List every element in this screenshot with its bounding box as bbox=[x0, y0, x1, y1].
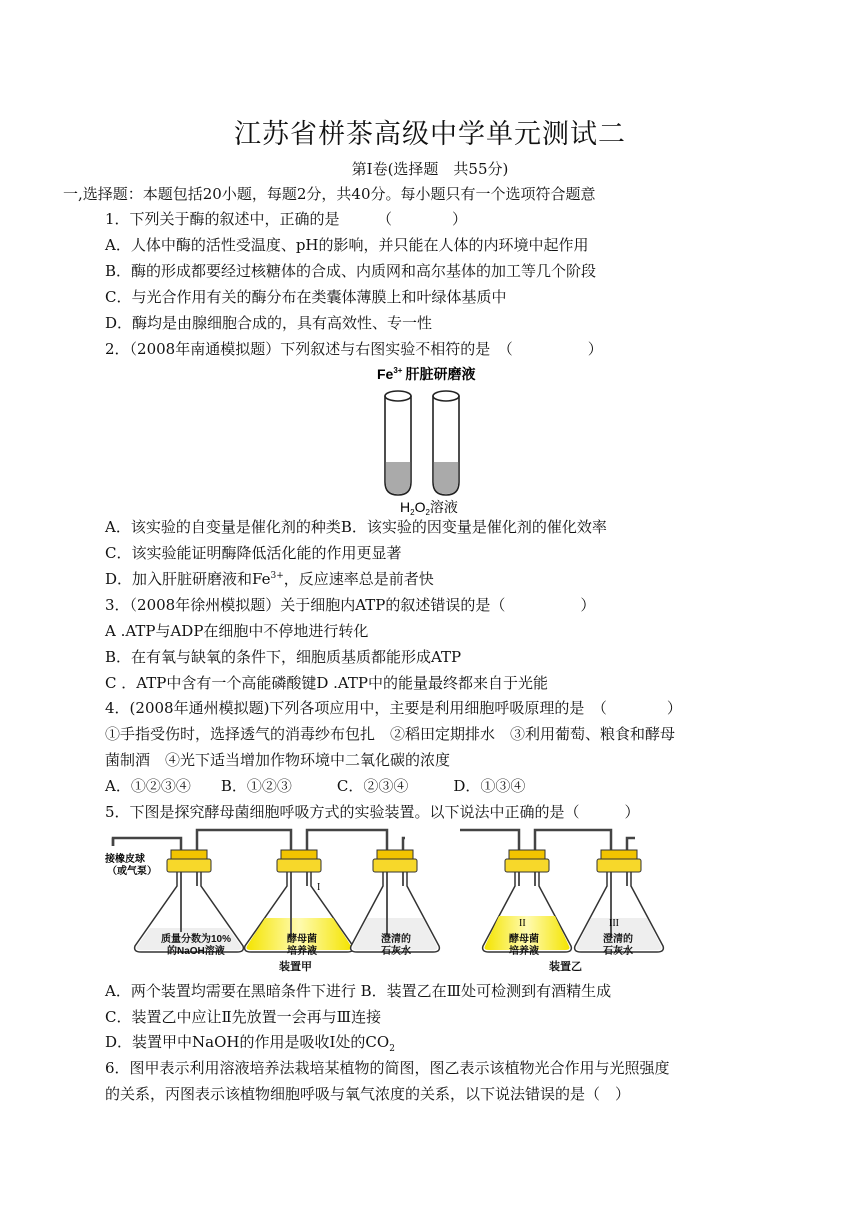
fig-fe-label: Fe bbox=[377, 366, 394, 382]
test-tube-right bbox=[433, 391, 459, 495]
q6-line2: 的关系，丙图表示该植物细胞呼吸与氧气浓度的关系，以下说法错误的是（ ） bbox=[105, 1085, 631, 1103]
pump-label-1: 接橡皮球 bbox=[105, 854, 145, 865]
flask2-label-2: 培养液 bbox=[287, 946, 317, 957]
flask5-label-1: 澄清的 bbox=[603, 934, 633, 945]
flask3-label-2: 石灰水 bbox=[381, 946, 411, 957]
q3-stem: 3．（2008年徐州模拟题）关于细胞内ATP的叙述错误的是（ ） bbox=[105, 596, 596, 614]
q1-option-b: B．酶的形成都要经过核糖体的合成、内质网和高尔基体的加工等几个阶段 bbox=[105, 262, 597, 280]
fig-h-sub: 2 bbox=[410, 508, 415, 517]
q2-stem: 2．（2008年南通模拟题）下列叙述与右图实验不相符的是 （ ） bbox=[105, 340, 603, 358]
q5-option-c: C．装置乙中应让Ⅱ先放置一会再与Ⅲ连接 bbox=[105, 1008, 382, 1026]
q6-line1: 6．图甲表示利用溶液培养法栽培某植物的简图，图乙表示该植物光合作用与光照强度 bbox=[105, 1059, 670, 1077]
roman-ii: II bbox=[519, 918, 526, 929]
q3-option-b: B．在有氧与缺氧的条件下，细胞质基质都能形成ATP bbox=[105, 648, 462, 666]
roman-i: I bbox=[317, 882, 321, 893]
q4-line2: 菌制酒 ④光下适当增加作物环境中二氧化碳的浓度 bbox=[105, 751, 451, 769]
fig-h-label: H bbox=[400, 499, 411, 515]
roman-iii: III bbox=[609, 918, 619, 929]
q4-line1: ①手指受伤时，选择透气的消毒纱布包扎 ②稻田定期排水 ③利用葡萄、粮食和酵母 bbox=[105, 725, 676, 743]
apparatus-b-label: 装置乙 bbox=[549, 961, 582, 973]
q1-option-d: D．酶均是由腺细胞合成的，具有高效性、专一性 bbox=[105, 314, 433, 332]
flask1-label-2: 的NaOH溶液 bbox=[167, 946, 225, 957]
q2-option-d: D．加入肝脏研磨液和$Fe^{3+}$，反应速率总是前者快 bbox=[105, 570, 434, 588]
yeast-apparatus-figure bbox=[105, 826, 685, 976]
pump-label-2: （或气泵） bbox=[107, 866, 157, 877]
q3-option-cd: C ．ATP中含有一个高能磷酸键D .ATP中的能量最终都来自于光能 bbox=[105, 674, 549, 692]
flask2-label-1: 酵母菌 bbox=[287, 934, 317, 945]
flask4-label-2: 培养液 bbox=[509, 946, 539, 957]
fig-o-sub: 2 bbox=[425, 508, 430, 517]
q1-stem: 1．下列关于酶的叙述中，正确的是 （ ） bbox=[105, 210, 468, 228]
q1-option-a: A．人体中酶的活性受温度、pH的影响，并只能在人体的内环境中起作用 bbox=[105, 236, 589, 254]
flask3-label-1: 澄清的 bbox=[381, 934, 411, 945]
fig-solution-label: 溶液 bbox=[429, 499, 458, 515]
svg-text:H2O2溶液 bbox=[400, 499, 458, 517]
section-subtitle: 第Ⅰ卷(选择题 共55分) bbox=[351, 160, 509, 178]
q1-option-c: C．与光合作用有关的酶分布在类囊体薄膜上和叶绿体基质中 bbox=[105, 288, 507, 306]
q5-stem: 5．下图是探究酵母菌细胞呼吸方式的实验装置。以下说法中正确的是（ ） bbox=[105, 803, 640, 821]
flask4-label-1: 酵母菌 bbox=[509, 934, 539, 945]
q5-option-ab: A．两个装置均需要在黑暗条件下进行 B．装置乙在Ⅲ处可检测到有酒精生成 bbox=[105, 982, 612, 1000]
flask5-label-2: 石灰水 bbox=[603, 946, 633, 957]
fig-fe-sup: 3+ bbox=[393, 366, 403, 375]
test-tube-left bbox=[385, 391, 411, 495]
section-instructions: 一,选择题：本题包括20小题，每题2分，共40分。每小题只有一个选项符合题意 bbox=[63, 185, 596, 203]
q2-option-ab: A．该实验的自变量是催化剂的种类B．该实验的因变量是催化剂的催化效率 bbox=[105, 518, 607, 536]
svg-text:Fe3+肝脏研磨液 bbox=[377, 366, 475, 382]
q4-stem: 4．(2008年通州模拟题)下列各项应用中，主要是利用细胞呼吸原理的是 （ ） bbox=[105, 699, 682, 717]
q3-option-a: A .ATP与ADP在细胞中不停地进行转化 bbox=[105, 622, 369, 640]
q4-options: A．①②③④ B．①②③ C．②③④ D．①③④ bbox=[105, 777, 526, 795]
q5-option-d: D．装置甲中NaOH的作用是吸收Ⅰ处的$CO_2$ bbox=[105, 1033, 395, 1054]
fig-liver-label: 肝脏研磨液 bbox=[405, 366, 476, 382]
apparatus-a-label: 装置甲 bbox=[279, 961, 312, 973]
fig-o-label: O bbox=[414, 499, 426, 515]
flask1-label-1: 质量分数为10% bbox=[161, 934, 232, 945]
q2-option-c: C．该实验能证明酶降低活化能的作用更显著 bbox=[105, 544, 402, 562]
test-tube-figure bbox=[370, 362, 490, 517]
page-title: 江苏省栟茶高级中学单元测试二 bbox=[234, 119, 626, 150]
